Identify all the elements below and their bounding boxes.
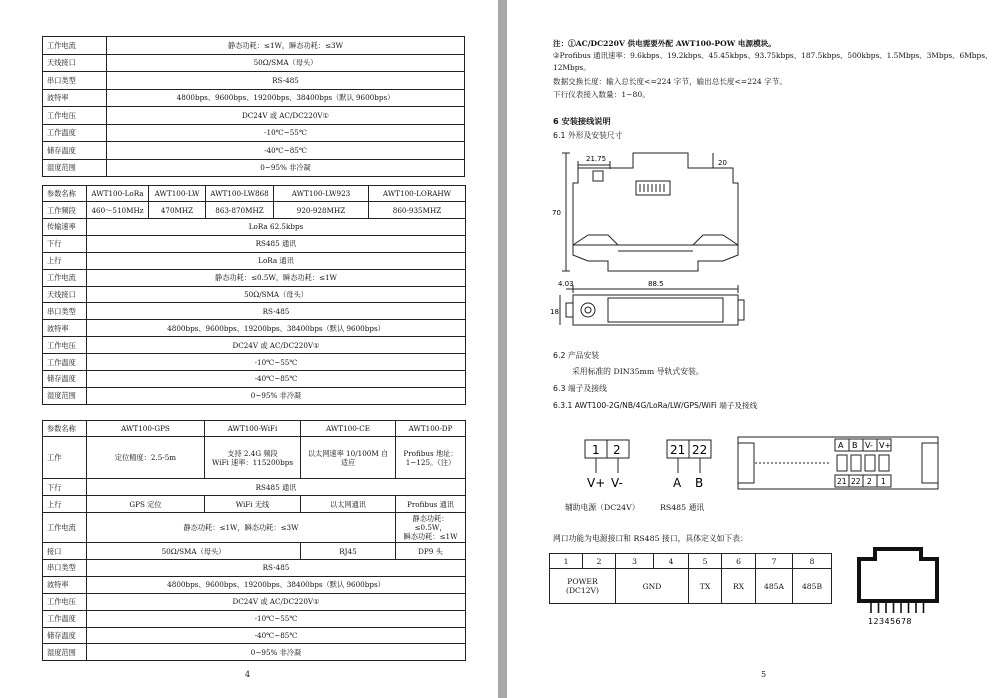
port-definition-table: [549, 553, 832, 604]
table-row: [43, 303, 466, 320]
table-row: [43, 371, 466, 388]
table-cell: 860-935MHZ: [369, 202, 466, 219]
table-row: [43, 320, 466, 337]
table-cell: 波特率: [43, 320, 87, 337]
table-row: [43, 437, 466, 479]
table-cell: -40℃~85℃: [107, 142, 465, 160]
table-cell: DP9 头: [396, 543, 466, 560]
table-cell: 4800bps、9600bps、19200bps、38400bps（默认 9600bps）: [87, 576, 466, 593]
table-cell: 4800bps、9600bps、19200bps、38400bps（默认 9600bps）: [107, 89, 465, 107]
note-line: 数据交换长度：输入总长度<=224 字节，输出总长度<=224 字节。: [553, 77, 787, 86]
table-cell: 工作电压: [43, 107, 107, 125]
cell-line: POWER: [567, 577, 598, 586]
table-cell: -10℃~55℃: [87, 610, 466, 627]
table-row: [43, 576, 466, 593]
terminal-number: 2: [613, 443, 621, 457]
dim-label: 18: [550, 308, 559, 316]
section-heading: 6.3 端子及接线: [553, 384, 607, 393]
note-line: ②Profibus 通讯速率：9.6kbps、19.2kbps、45.45kbps、93.75kbps、187.5kbps、500kbps、1.5Mbps、3Mbps、6Mbps、: [553, 51, 993, 60]
table-cell: 6: [722, 554, 756, 569]
terminal-sign: B: [695, 476, 704, 490]
block-label: 22: [851, 477, 861, 486]
table-row: [43, 186, 466, 202]
cell-line: Profibus 地址：: [403, 448, 458, 458]
spec-table-lora: [42, 185, 466, 405]
table-cell: 传输速率: [43, 219, 87, 236]
table-cell: 5: [689, 554, 722, 569]
table-row: [43, 286, 466, 303]
table-cell: [396, 513, 466, 543]
block-label: A: [838, 441, 844, 450]
port-intro: 网口功能为电源接口和 RS485 接口，具体定义如下表：: [553, 534, 748, 543]
table-cell: -40℃~85℃: [87, 627, 466, 644]
table-cell: AWT100-WiFi: [205, 421, 301, 437]
table-cell: -40℃~85℃: [87, 371, 466, 388]
table-cell: RS485 通讯: [87, 235, 466, 252]
table-cell: 0~95% 非冷凝: [107, 159, 465, 177]
terminal-number: 21: [670, 443, 686, 457]
terminal-number: 1: [592, 443, 600, 457]
table-row: [43, 269, 466, 286]
table-cell: 8: [793, 554, 832, 569]
table-cell: 定位精度：2.5-5m: [87, 437, 205, 479]
table-row: [43, 479, 466, 496]
table-row: [43, 560, 466, 577]
table-cell: 50Ω/SMA（母头）: [107, 54, 465, 72]
terminal-sign: V+: [587, 476, 606, 490]
block-label: B: [852, 441, 858, 450]
table-row: [43, 644, 466, 661]
table-cell: AWT100-LW923: [274, 186, 369, 202]
table-cell: 储存温度: [43, 142, 107, 160]
table-cell: 工作电流: [43, 513, 87, 543]
table-cell: AWT100-LW868: [206, 186, 274, 202]
table-cell: 湿度范围: [43, 387, 87, 404]
table-row: [43, 354, 466, 371]
terminal-sign: V-: [611, 476, 623, 490]
spec-table-gps-wifi: [42, 420, 466, 661]
table-cell: 863-870MHZ: [206, 202, 274, 219]
table-cell: RJ45: [301, 543, 396, 560]
table-cell: 7: [756, 554, 793, 569]
table-row: [43, 593, 466, 610]
table-cell: 静态功耗：≤0.5W，瞬态功耗：≤1W: [87, 269, 466, 286]
table-cell: 工作电流: [43, 269, 87, 286]
table-row: [43, 337, 466, 354]
table-row: [43, 219, 466, 236]
table-cell: 3: [616, 554, 654, 569]
cell-line: 支持 2.4G 频段: [227, 448, 278, 458]
table-cell: RS-485: [107, 72, 465, 90]
cell-line: 静态功耗：≤0.5W，: [412, 514, 449, 532]
block-label: 1: [881, 477, 886, 486]
left-page: [0, 0, 498, 698]
table-row: [43, 89, 465, 107]
table-cell: AWT100-LoRa: [87, 186, 149, 202]
table-cell: AWT100-LORAHW: [369, 186, 466, 202]
table-cell: 工作电压: [43, 593, 87, 610]
cell-line: WiFi 速率：115200bps: [211, 457, 294, 467]
table-cell: 2: [583, 554, 616, 569]
table-row: [43, 387, 466, 404]
table-cell: 波特率: [43, 89, 107, 107]
table-row: [550, 569, 832, 604]
table-cell: 下行: [43, 235, 87, 252]
note-line: 下行仪表接入数量：1~80。: [553, 90, 650, 99]
cell-line: 以太网速率 10/100M 自: [307, 448, 389, 458]
table-cell: 4: [654, 554, 689, 569]
table-cell: 串口类型: [43, 72, 107, 90]
block-label: V+: [879, 441, 892, 450]
table-cell: LoRa 通讯: [87, 252, 466, 269]
section-heading: 6.2 产品安装: [553, 351, 600, 360]
table-cell: AWT100-GPS: [87, 421, 205, 437]
page-number: 4: [245, 670, 251, 679]
table-cell: 0~95% 非冷凝: [87, 644, 466, 661]
note-line: 注：①AC/DC220V 供电需要外配 AWT100-POW 电源模块。: [553, 39, 776, 48]
dim-label: 21.75: [586, 155, 607, 163]
terminal-sign: A: [673, 476, 682, 490]
table-cell: DC24V 或 AC/DC220V①: [87, 593, 466, 610]
table-row: [43, 202, 466, 219]
table-row: [43, 610, 466, 627]
table-cell: GND: [616, 569, 689, 604]
dimension-drawing: [548, 143, 758, 343]
section-heading: 6 安装接线说明: [553, 116, 611, 126]
table-cell: 4800bps、9600bps、19200bps、38400bps（默认 9600bps）: [87, 320, 466, 337]
table-row: [43, 496, 466, 513]
table-cell: RS-485: [87, 560, 466, 577]
table-cell: 上行: [43, 252, 87, 269]
table-cell: 485B: [793, 569, 832, 604]
table-row: [43, 124, 465, 142]
table-cell: [301, 437, 396, 479]
spec-table-general: [42, 36, 465, 177]
install-text: 采用标准的 DIN35mm 导轨式安装。: [572, 367, 704, 376]
table-row: [43, 252, 466, 269]
table-cell: 天线接口: [43, 54, 107, 72]
rj45-pin-labels: 12345678: [868, 617, 912, 626]
rj45-icon: [853, 543, 943, 628]
table-row: [43, 627, 466, 644]
table-cell: LoRa 62.5kbps: [87, 219, 466, 236]
rs485-caption: RS485 通讯: [660, 503, 705, 512]
dim-label: 20: [718, 159, 727, 167]
table-cell: 460～510MHz: [87, 202, 149, 219]
table-cell: 1: [550, 554, 583, 569]
table-cell: 50Ω/SMA（母头）: [87, 543, 301, 560]
table-cell: 485A: [756, 569, 793, 604]
table-cell: 工作温度: [43, 354, 87, 371]
table-cell: GPS 定位: [87, 496, 205, 513]
table-cell: 0~95% 非冷凝: [87, 387, 466, 404]
table-row: [43, 54, 465, 72]
power-caption: 辅助电源（DC24V）: [565, 503, 640, 512]
table-cell: 储存温度: [43, 627, 87, 644]
table-cell: 50Ω/SMA（母头）: [87, 286, 466, 303]
table-cell: Profibus 通讯: [396, 496, 466, 513]
table-cell: RS-485: [87, 303, 466, 320]
table-cell: WiFi 无线: [205, 496, 301, 513]
table-cell: RX: [722, 569, 756, 604]
block-label: 2: [867, 477, 872, 486]
table-row: [43, 37, 465, 55]
block-label: 21: [837, 477, 847, 486]
table-cell: 静态功耗：≤1W，瞬态功耗：≤3W: [87, 513, 396, 543]
terminal-number: 22: [692, 443, 708, 457]
table-row: [43, 107, 465, 125]
dim-label: 4.03: [558, 280, 574, 288]
table-cell: 参数名称: [43, 421, 87, 437]
table-cell: AWT100-LW: [149, 186, 206, 202]
table-row: [43, 513, 466, 543]
section-heading: 6.1 外形及安装尺寸: [553, 131, 623, 140]
table-cell: -10℃~55℃: [87, 354, 466, 371]
table-cell: 工作温度: [43, 610, 87, 627]
table-cell: DC24V 或 AC/DC220V①: [87, 337, 466, 354]
table-row: [43, 159, 465, 177]
cell-line: 瞬态功耗：≤1W: [403, 532, 458, 541]
table-cell: 以太网通讯: [301, 496, 396, 513]
table-row: [43, 543, 466, 560]
table-cell: 串口类型: [43, 560, 87, 577]
table-cell: 工作温度: [43, 124, 107, 142]
table-cell: [205, 437, 301, 479]
table-cell: 波特率: [43, 576, 87, 593]
table-cell: RS485 通讯: [87, 479, 466, 496]
page-number: 5: [761, 670, 767, 679]
table-cell: 470MHZ: [149, 202, 206, 219]
table-cell: 参数名称: [43, 186, 87, 202]
table-cell: DC24V 或 AC/DC220V①: [107, 107, 465, 125]
table-cell: 串口类型: [43, 303, 87, 320]
table-cell: 下行: [43, 479, 87, 496]
table-cell: 湿度范围: [43, 644, 87, 661]
table-cell: 接口: [43, 543, 87, 560]
note-line: 12Mbps。: [553, 63, 591, 72]
table-cell: 工作频段: [43, 202, 87, 219]
table-cell: 静态功耗：≤1W，瞬态功耗：≤3W: [107, 37, 465, 55]
cell-line: 适应: [340, 457, 356, 467]
table-cell: 上行: [43, 496, 87, 513]
table-cell: [550, 569, 616, 604]
cell-line: (DC12V): [566, 586, 599, 595]
dim-label: 70: [552, 209, 561, 217]
table-cell: 工作: [43, 437, 87, 479]
table-cell: 920-928MHZ: [274, 202, 369, 219]
table-cell: 储存温度: [43, 371, 87, 388]
table-row: [43, 142, 465, 160]
table-row: [43, 421, 466, 437]
table-cell: [396, 437, 466, 479]
table-cell: -10℃~55℃: [107, 124, 465, 142]
table-cell: 工作电压: [43, 337, 87, 354]
block-label: V-: [865, 441, 873, 450]
table-cell: 工作电流: [43, 37, 107, 55]
table-row: [43, 72, 465, 90]
table-cell: AWT100-CE: [301, 421, 396, 437]
section-heading: 6.3.1 AWT100-2G/NB/4G/LoRa/LW/GPS/WiFi 端子及接线: [553, 401, 758, 410]
table-cell: TX: [689, 569, 722, 604]
table-row: [43, 235, 466, 252]
table-cell: AWT100-DP: [396, 421, 466, 437]
table-row: [550, 554, 832, 569]
table-cell: 湿度范围: [43, 159, 107, 177]
cell-line: 1~125。（注）: [405, 457, 456, 467]
dim-label: 88.5: [648, 280, 664, 288]
table-cell: 天线接口: [43, 286, 87, 303]
